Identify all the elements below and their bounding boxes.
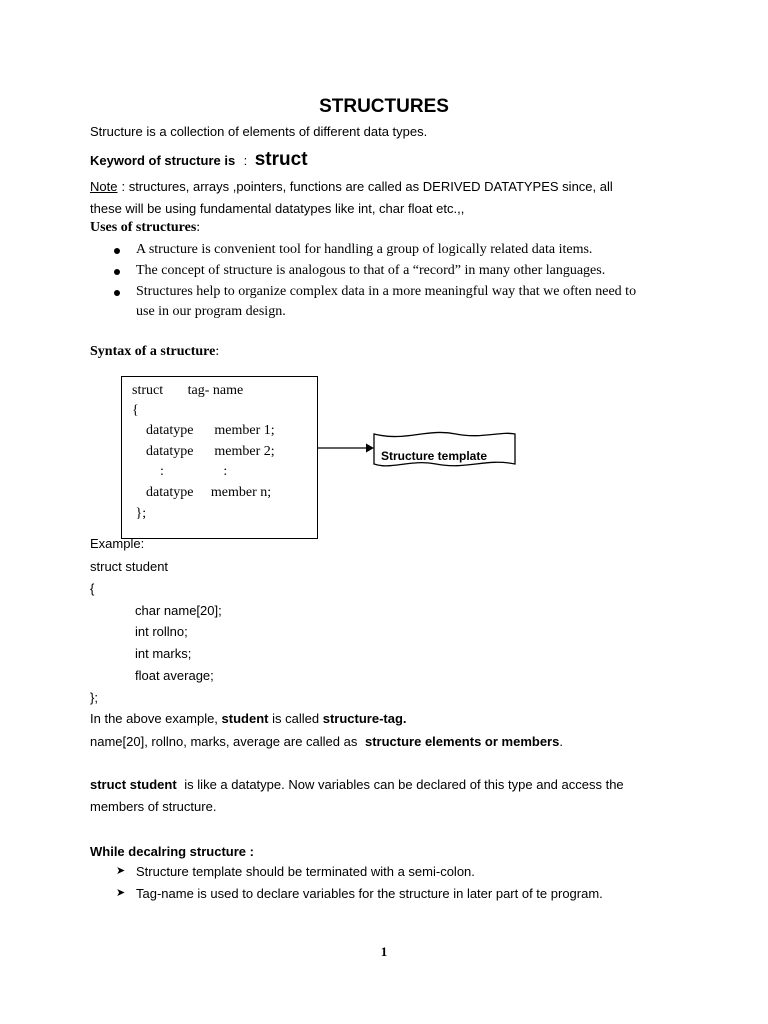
intro-text: Structure is a collection of elements of different data types. <box>90 124 428 139</box>
note-line-1 <box>90 179 613 194</box>
uses-heading <box>90 220 200 236</box>
syntax-box <box>121 376 318 539</box>
declaring-item: Structure template should be terminated with a semi-colon. <box>136 864 475 879</box>
structure-tag-term: student <box>221 711 269 726</box>
uses-item: The concept of structure is analogous to that of a “record” in many other languages. <box>136 263 606 278</box>
arrow-bullet-icon: ➤ <box>116 887 126 899</box>
syntax-line: }; <box>132 506 147 521</box>
bullet-icon <box>114 290 120 296</box>
uses-item-continued: use in our program design. <box>136 304 286 319</box>
structure-tag-definition: structure-tag. <box>322 711 407 726</box>
explain-line-3 <box>90 777 624 792</box>
explain-text: is called <box>272 711 320 726</box>
declaring-heading: While decalring structure : <box>90 844 254 859</box>
example-code-line: char name[20]; <box>135 603 222 618</box>
note-line-2: these will be using fundamental datatypes like int, char float etc.,, <box>90 201 465 216</box>
uses-heading-text: Uses of structures <box>90 220 197 235</box>
note-label: Note <box>90 179 118 194</box>
keyword-value: struct <box>254 149 308 170</box>
syntax-line: datatype member n; <box>132 485 272 500</box>
page-number: 1 <box>380 944 388 959</box>
example-code-line: int rollno; <box>135 624 188 639</box>
page-title: STRUCTURES <box>319 96 449 117</box>
struct-student-term: struct student <box>90 777 177 792</box>
explain-line-2 <box>90 734 563 749</box>
syntax-heading-text: Syntax of a structure <box>90 344 216 359</box>
example-code-line: struct student <box>90 559 169 574</box>
members-term: structure elements or members <box>364 734 560 749</box>
syntax-line: : : <box>132 464 228 479</box>
uses-heading-colon: : <box>196 220 201 235</box>
explain-text: In the above example, <box>90 711 218 726</box>
uses-item: Structures help to organize complex data in a more meaningful way that we often need to <box>136 284 637 299</box>
syntax-line: { <box>132 403 139 418</box>
arrow-head-icon <box>366 444 374 453</box>
example-code-line: }; <box>90 690 98 705</box>
bullet-icon <box>114 248 120 254</box>
syntax-line: struct tag- name <box>132 383 244 398</box>
keyword-separator: : <box>243 153 248 168</box>
explain-text: name[20], rollno, marks, average are called as <box>90 734 358 749</box>
explain-line-1 <box>90 711 407 726</box>
structure-template-label: Structure template <box>381 449 488 463</box>
explain-line-4: members of structure. <box>90 799 217 814</box>
syntax-line: datatype member 1; <box>132 423 275 438</box>
example-code-line: float average; <box>135 668 214 683</box>
syntax-line: datatype member 2; <box>132 444 275 459</box>
example-code-line: { <box>90 581 95 596</box>
bullet-icon <box>114 269 120 275</box>
example-label: Example: <box>90 536 145 551</box>
explain-text: . <box>559 734 563 749</box>
declaring-item: Tag-name is used to declare variables for the structure in later part of te program. <box>136 886 603 901</box>
keyword-label: Keyword of structure is <box>90 153 236 168</box>
arrow-bullet-icon: ➤ <box>116 865 126 877</box>
keyword-line <box>90 149 308 171</box>
syntax-heading <box>90 344 219 360</box>
example-code-line: int marks; <box>135 646 192 661</box>
note-text-1: : structures, arrays ,pointers, functions are called as DERIVED DATATYPES since, all <box>121 179 613 194</box>
uses-item: A structure is convenient tool for handling a group of logically related data items. <box>136 242 593 257</box>
explain-text: is like a datatype. Now variables can be declared of this type and access the <box>184 777 624 792</box>
syntax-heading-colon: : <box>215 344 220 359</box>
